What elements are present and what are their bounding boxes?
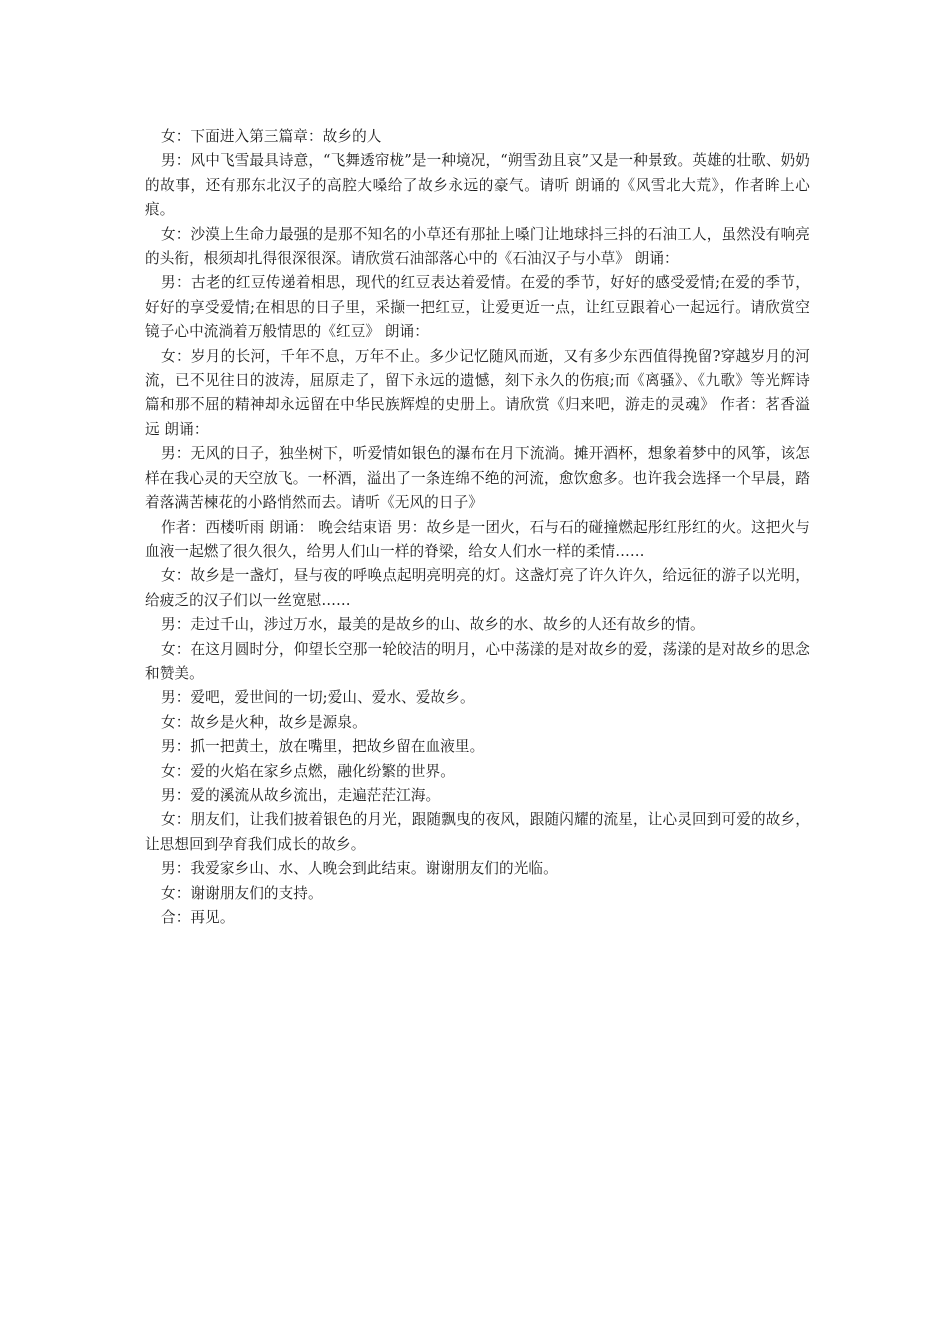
paragraph-hometown-source: 女：故乡是火种，故乡是源泉。 [161,713,367,731]
paragraph-yellow-earth: 男：抓一把黄土，放在嘴里，把故乡留在血液里。 [161,738,485,756]
paragraph-thanks: 女：谢谢朋友们的支持。 [161,884,323,902]
paragraph-stream-of-love: 男：爱的溪流从故乡流出，走遍茫茫江海。 [161,786,441,804]
paragraph-closing-fire: 作者：西楼听雨 朗诵： 晚会结束语 男：故乡是一团火，石与石的碰撞燃起彤红彤红的火。这把火与血液一起燃了很久很久，给男人们山一样的脊梁，给女人们水一样的柔情…… [145,518,810,560]
paragraph-evening-ends: 男：我爱家乡山、水、人晚会到此结束。谢谢朋友们的光临。 [161,860,558,878]
paragraph-full-moon: 女：在这月圆时分，仰望长空那一轮皎洁的明月，心中荡漾的是对故乡的爱，荡漾的是对故乡的思念和赞美。 [145,640,810,682]
paragraph-friends-return: 女：朋友们，让我们披着银色的月光，跟随飘曳的夜风，跟随闪耀的流星，让心灵回到可爱的故乡，让思想回到孕育我们成长的故乡。 [145,811,810,853]
paragraph-river-of-years: 女：岁月的长河，千年不息，万年不止。多少记忆随风而逝，又有多少东西值得挽留?穿越岁月的河流，已不见往日的波涛，屈原走了，留下永远的遗憾，刻下永久的伤痕;而《离骚》、《九歌》等光辉诗篇和那不屈的精神却永远留在中华民族辉煌的史册上。请欣赏《归来吧，游走的灵魂》 作者：茗香溢远 朗诵： [145,347,810,438]
document-body [145,125,810,930]
paragraph-chapter-intro: 女：下面进入第三篇章：故乡的人 [161,128,382,145]
paragraph-flame-of-love: 女：爱的火焰在家乡点燃，融化纷繁的世界。 [161,762,455,780]
paragraph-red-bean: 男：古老的红豆传递着相思，现代的红豆表达着爱情。在爱的季节，好好的感受爱情;在爱的季节，好好的享受爱情;在相思的日子里，采撷一把红豆，让爱更近一点，让红豆跟着心一起远行。请欣赏空镜子心中流淌着万般情思的《红豆》 朗诵： [145,274,810,341]
paragraph-love-all: 男：爱吧，爱世间的一切;爱山、爱水、爱故乡。 [161,689,475,707]
paragraph-closing-lamp: 女：故乡是一盏灯，昼与夜的呼唤点起明亮明亮的灯。这盏灯亮了许久许久，给远征的游子以光明，给疲乏的汉子们以一丝宽慰…… [145,567,810,609]
paragraph-mountains-waters: 男：走过千山，涉过万水，最美的是故乡的山、故乡的水、故乡的人还有故乡的情。 [161,616,705,634]
paragraph-oil-workers: 女：沙漠上生命力最强的是那不知名的小草还有那扯上嗓门让地球抖三抖的石油工人，虽然没有响亮的头衔，根须却扎得很深很深。请欣赏石油部落心中的《石油汉子与小草》 朗诵： [145,225,810,268]
paragraph-goodbye: 合：再见。 [161,909,235,926]
paragraph-snow: 男：风中飞雪最具诗意，“飞舞透帘栊”是一种境况，“朔雪劲且哀”又是一种景致。英雄的壮歌、奶奶的故事，还有那东北汉子的高腔大嗓给了故乡永远的豪气。请听 朗诵的《风雪北大荒》，作者眸上心痕。 [145,152,810,219]
paragraph-windless-days: 男：无风的日子，独坐树下，听爱情如银色的瀑布在月下流淌。摊开酒杯，想象着梦中的风筝，该怎样在我心灵的天空放飞。一杯酒，溢出了一条连绵不绝的河流，愈饮愈多。也许我会选择一个早晨，踏着落满苦楝花的小路悄然而去。请听《无风的日子》 [145,445,810,512]
